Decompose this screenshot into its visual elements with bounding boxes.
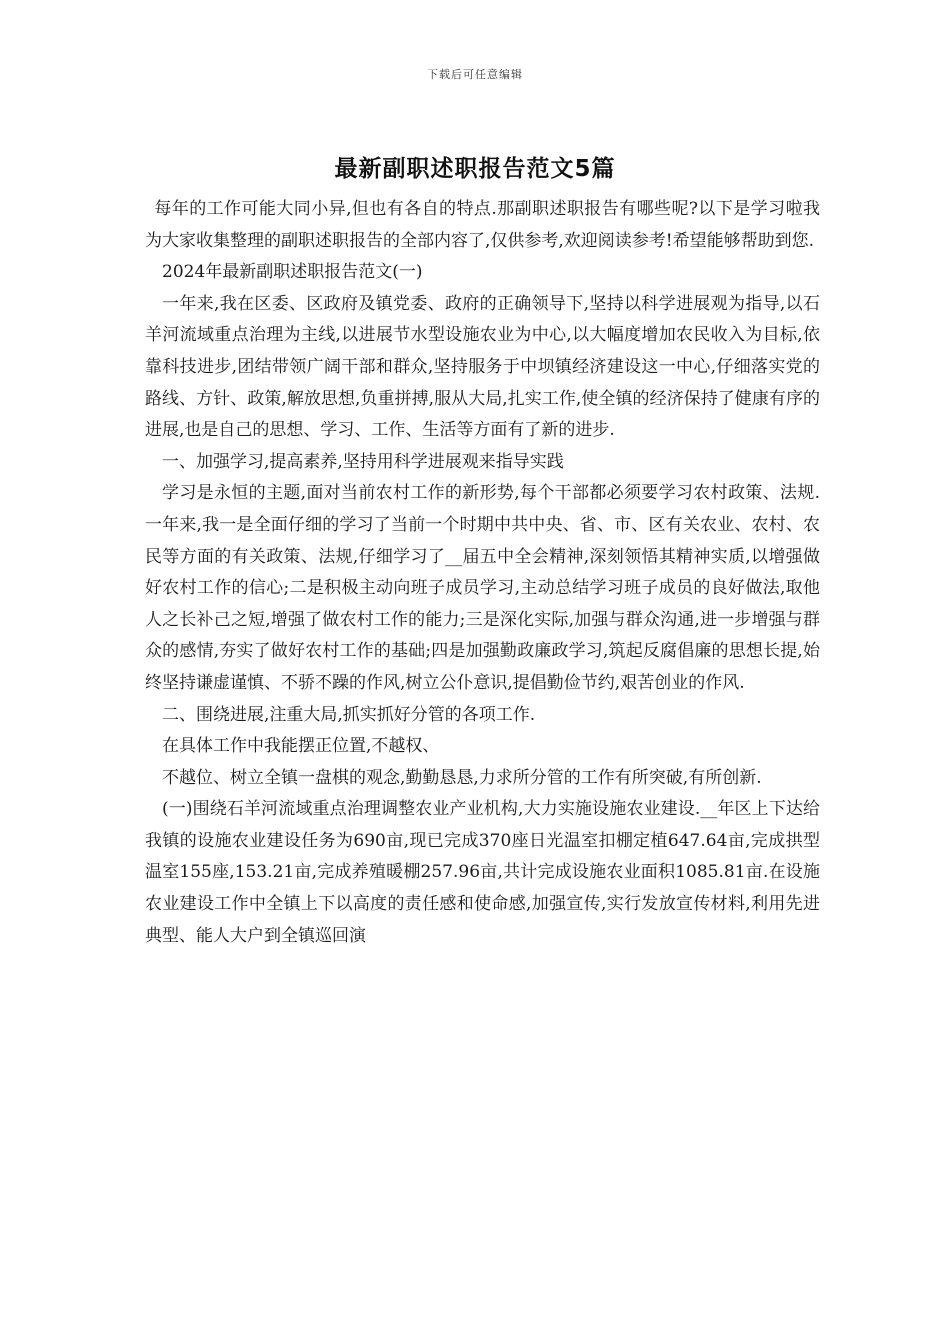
document-body — [145, 194, 820, 952]
body-paragraph: 不越位、树立全镇一盘棋的观念,勤勤恳恳,力求所分管的工作有所突破,有所创新. — [162, 767, 762, 788]
document-title: 最新副职述职报告范文5篇 — [334, 156, 616, 182]
intro-paragraph: 每年的工作可能大同小异,但也有各自的特点.那副职述职报告有哪些呢?以下是学习啦我为大家收集整理的副职述职报告的全部内容了,仅供参考,欢迎阅读参考!希望能够帮助到您. — [145, 199, 820, 251]
body-paragraph: (一)围绕石羊河流域重点治理调整农业产业机构,大力实施设施农业建设.__年区上下达给我镇的设施农业建设任务为690亩,现已完成370座日光温室扣棚定植647.64亩,完成拱型温室155座,153.21亩,完成养殖暖棚257.96亩,共计完成设施农业面积1085.81亩.在设施农业建设工作中全镇上下以高度的责任感和使命感,加强宣传,实行发放宣传材料,利用先进典型、能人大户到全镇巡回演 — [145, 799, 820, 946]
body-paragraph: 学习是永恒的主题,面对当前农村工作的新形势,每个干部都必须要学习农村政策、法规.一年来,我一是全面仔细的学习了当前一个时期中共中央、省、市、区有关农业、农村、农民等方面的有关政策、法规,仔细学习了__届五中全会精神,深刻领悟其精神实质,以增强做好农村工作的信心;二是积极主动向班子成员学习,主动总结学习班子成员的良好做法,取他人之长补己之短,增强了做农村工作的能力;三是深化实际,加强与群众沟通,进一步增强与群众的感情,夯实了做好农村工作的基础;四是加强勤政廉政学习,筑起反腐倡廉的思想长提,始终坚持谦虚谨慎、不骄不躁的作风,树立公仆意识,提倡勤俭节约,艰苦创业的作风. — [145, 483, 820, 693]
section-heading-example-1: 2024年最新副职述职报告范文(一) — [162, 262, 423, 283]
section-heading: 二、围绕进展,注重大局,抓实抓好分管的各项工作. — [162, 704, 536, 725]
body-paragraph: 在具体工作中我能摆正位置,不越权、 — [162, 736, 440, 757]
page-header-note: 下载后可任意编辑 — [427, 68, 523, 81]
section-heading: 一、加强学习,提高素养,坚持用科学进展观来指导实践 — [162, 451, 564, 472]
body-paragraph: 一年来,我在区委、区政府及镇党委、政府的正确领导下,坚持以科学进展观为指导,以石羊河流域重点治理为主线,以进展节水型设施农业为中心,以大幅度增加农民收入为目标,依靠科技进步,团结带领广阔干部和群众,坚持服务于中坝镇经济建设这一中心,仔细落实党的路线、方针、政策,解放思想,负重拼搏,服从大局,扎实工作,使全镇的经济保持了健康有序的进展,也是自己的思想、学习、工作、生活等方面有了新的进步. — [145, 293, 820, 441]
